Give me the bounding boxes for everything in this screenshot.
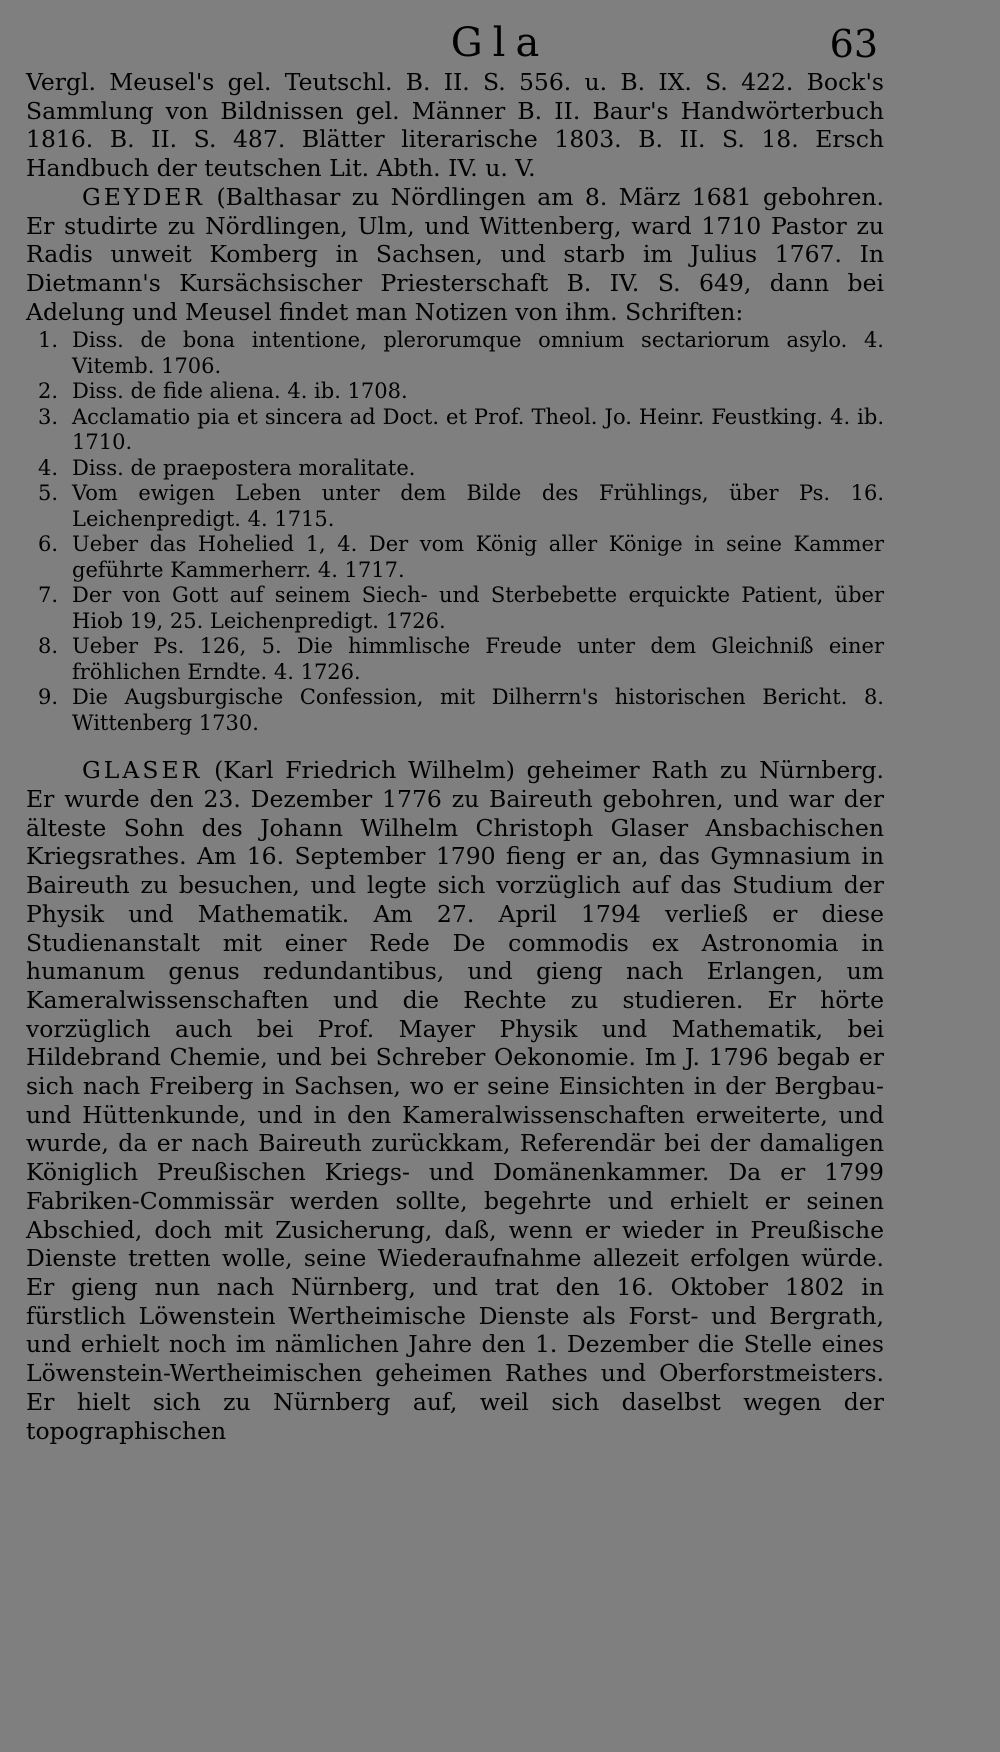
entry-name: GEYDER (82, 182, 206, 211)
entry-text: (Karl Friedrich Wilhelm) geheimer Rath zu Nürnberg. Er wurde den 23. Dezember 1776 zu Baireuth gebohren, und war der älteste Sohn des Johann Wilhelm Christoph Glaser Ansbachischen Kriegsrathes. Am 16. September 1790 fieng er an, das Gymnasium in Baireuth zu besuchen, und legte sich vorzüglich auf das Studium der Physik und Mathematik. Am 27. April 1794 verließ er diese Studienanstalt mit einer Rede De commodis ex Astronomia in humanum genus redundantibus, und gieng nach Erlangen, um Kameralwissenschaften und die Rechte zu studieren. Er hörte vorzüglich auch bei Prof. Mayer Physik und Mathematik, bei Hildebrand Chemie, und bei Schreber Oekonomie. Im J. 1796 begab er sich nach Freiberg in Sachsen, wo er seine Einsichten in der Bergbau- und Hüttenkunde, und in den Kameralwissenschaften erweiterte, und wurde, da er nach Baireuth zurückkam, Referendär bei der damaligen Königlich Preußischen Kriegs- und Domänenkammer. Da er 1799 Fabriken-Commissär werden sollte, begehrte und erhielt er seinen Abschied, doch mit Zusicherung, daß, wenn er wieder in Preußische Dienste tretten wolle, seine Wiederaufnahme allezeit erfolgen würde. Er gieng nun nach Nürnberg, und trat den 16. Oktober 1802 in fürstlich Löwenstein Wertheimische Dienste als Forst- und Bergrath, und erhielt noch im nämlichen Jahre den 1. Dezember die Stelle eines Löwenstein-Wertheimischen geheimen Rathes und Oberforstmeisters. Er hielt sich zu Nürnberg auf, weil sich daselbst wegen der topographischen (26, 756, 884, 1445)
list-text: Vom ewigen Leben unter dem Bilde des Frühlings, über Ps. 16. Leichenpredigt. 4. 1715. (72, 481, 884, 531)
running-title: Gla (450, 20, 550, 66)
entry-glaser (26, 756, 884, 1445)
list-item (26, 481, 884, 532)
entry-gap (26, 736, 884, 756)
list-number: 9. (38, 685, 59, 710)
list-number: 3. (38, 404, 59, 429)
list-item (26, 456, 884, 482)
list-text: Diss. de fide aliena. 4. ib. 1708. (72, 379, 408, 404)
list-item (26, 532, 884, 583)
list-text: Diss. de bona intentione, plerorumque omnium sectariorum asylo. 4. Vitemb. 1706. (72, 328, 884, 378)
list-item (26, 405, 884, 456)
list-item (26, 583, 884, 634)
list-text: Die Augsburgische Confession, mit Dilherrn's historischen Bericht. 8. Wittenberg 1730. (72, 685, 884, 735)
list-item (26, 328, 884, 379)
entry-text: (Balthasar zu Nördlingen am 8. März 1681 gebohren. Er studirte zu Nördlingen, Ulm, und Wittenberg, ward 1710 Pastor zu Radis unweit Komberg in Sachsen, und starb im Julius 1767. In Dietmann's Kursächsischer Priesterschaft B. IV. S. 649, dann bei Adelung und Meusel findet man Notizen von ihm. Schriften: (26, 182, 884, 326)
list-text: Ueber das Hohelied 1, 4. Der vom König aller Könige in seine Kammer geführte Kammerherr. 4. 1717. (72, 532, 884, 582)
list-number: 6. (38, 532, 59, 557)
entry-name: GLASER (82, 756, 203, 785)
entry-geyder (26, 183, 884, 327)
list-number: 1. (38, 328, 59, 353)
list-number: 8. (38, 634, 59, 659)
list-number: 5. (38, 481, 59, 506)
list-text: Der von Gott auf seinem Siech- und Sterbebette erquickte Patient, über Hiob 19, 25. Leichenpredigt. 1726. (72, 583, 884, 633)
list-item (26, 685, 884, 736)
list-number: 7. (38, 583, 59, 608)
list-number: 2. (38, 379, 59, 404)
list-item (26, 634, 884, 685)
page-body (26, 68, 884, 1445)
list-number: 4. (38, 455, 59, 480)
bibliography-references: Vergl. Meusel's gel. Teutschl. B. II. S. 556. u. B. IX. S. 422. Bock's Sammlung von Bildnissen gel. Männer B. II. Baur's Handwörterbuch 1816. B. II. S. 487. Blätter literarische 1803. B. II. S. 18. Ersch Handbuch der teutschen Lit. Abth. IV. u. V. (26, 68, 884, 183)
page-number: 63 (829, 22, 878, 66)
list-text: Diss. de praepostera moralitate. (72, 455, 416, 480)
list-text: Acclamatio pia et sincera ad Doct. et Prof. Theol. Jo. Heinr. Feustking. 4. ib. 1710. (72, 404, 884, 455)
works-list (26, 328, 884, 736)
list-item (26, 379, 884, 405)
running-header (0, 18, 1000, 70)
list-text: Ueber Ps. 126, 5. Die himmlische Freude unter dem Gleichniß einer fröhlichen Erndte. 4. 1726. (72, 634, 884, 684)
